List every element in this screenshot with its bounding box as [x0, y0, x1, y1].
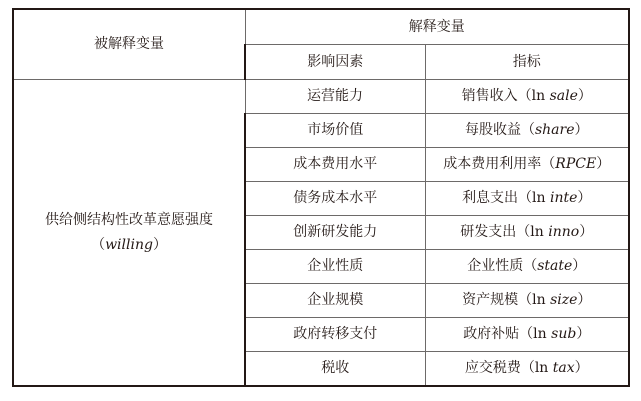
indicator-close: ） [579, 224, 594, 241]
factor-cell: 运营能力 [245, 80, 425, 114]
indicator-cell [425, 284, 629, 318]
indicator-var: sale [549, 88, 578, 105]
indicator-text: 应交税费（ln [464, 360, 553, 377]
indicator-close: ） [577, 292, 592, 309]
indicator-cell [425, 318, 629, 352]
indicator-var: tax [552, 360, 575, 377]
indicator-cell [425, 80, 629, 114]
dependent-variable-var: willing [105, 236, 153, 253]
indicator-var: inte [550, 190, 578, 207]
indicator-var: sub [551, 326, 577, 343]
indicator-close: ） [577, 190, 592, 207]
factor-cell: 企业性质 [245, 250, 425, 284]
factor-cell: 政府转移支付 [245, 318, 425, 352]
dependent-variable-name: 供给侧结构性改革意愿强度 [45, 211, 213, 228]
indicator-text: 每股收益（ [464, 122, 535, 139]
header-row-1 [13, 9, 629, 45]
indicator-text: 销售收入（ln [461, 88, 550, 105]
factor-cell: 创新研发能力 [245, 216, 425, 250]
indicator-cell [425, 216, 629, 250]
indicator-close: ） [574, 122, 589, 139]
indicator-text: 利息支出（ln [462, 190, 551, 207]
factor-cell: 税收 [245, 352, 425, 387]
indicator-var: RPCE [555, 156, 597, 173]
indicator-cell [425, 352, 629, 387]
factor-header: 影响因素 [245, 45, 425, 80]
indicator-text: 资产规模（ln [462, 292, 551, 309]
indicator-text: 研发支出（ln [460, 224, 549, 241]
indicator-var: inno [548, 224, 580, 241]
open-paren: （ [91, 236, 106, 253]
dependent-variable-header: 被解释变量 [13, 9, 245, 80]
dependent-variable-cell [13, 80, 245, 387]
indicator-var: size [550, 292, 578, 309]
factor-cell: 市场价值 [245, 114, 425, 148]
indicator-cell [425, 250, 629, 284]
dependent-variable-symbol [18, 236, 240, 255]
factor-cell: 企业规模 [245, 284, 425, 318]
indicator-text: 企业性质（ [467, 258, 538, 275]
indicator-text: 政府补贴（ln [463, 326, 552, 343]
indicator-header: 指标 [425, 45, 629, 80]
indicator-text: 成本费用利用率（ [443, 156, 556, 173]
indicator-var: state [537, 258, 573, 275]
indicator-close: ） [572, 258, 587, 275]
factor-cell: 成本费用水平 [245, 148, 425, 182]
indicator-close: ） [574, 360, 589, 377]
close-paren: ） [152, 236, 167, 253]
indicator-cell [425, 114, 629, 148]
indicator-cell [425, 148, 629, 182]
indicator-close: ） [596, 156, 611, 173]
explanatory-variable-header: 解释变量 [245, 9, 629, 45]
indicator-var: share [534, 122, 575, 139]
factor-cell: 债务成本水平 [245, 182, 425, 216]
indicator-close: ） [577, 88, 592, 105]
table-body [13, 9, 629, 386]
table-row [13, 80, 629, 114]
indicator-close: ） [576, 326, 591, 343]
variable-definition-table [12, 8, 630, 387]
indicator-cell [425, 182, 629, 216]
